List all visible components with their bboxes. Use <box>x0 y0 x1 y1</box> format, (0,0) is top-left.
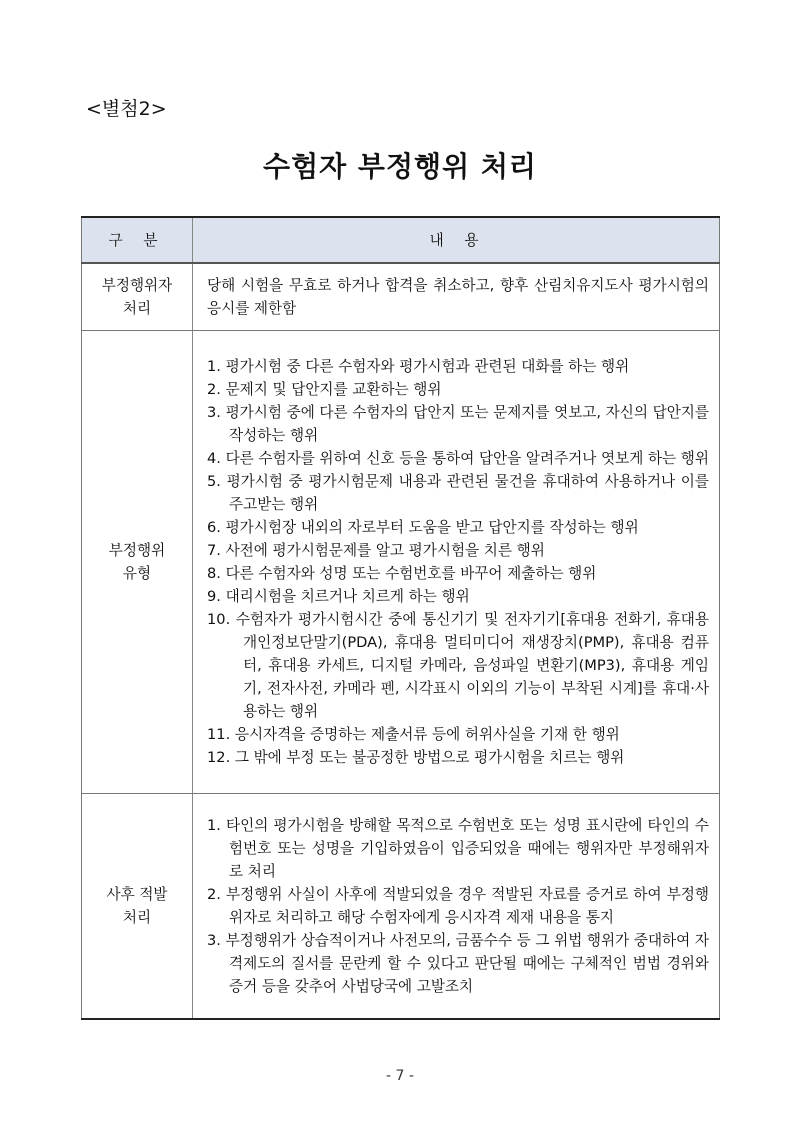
list-item: 1. 타인의 평가시험을 방해할 목적으로 수험번호 또는 성명 표시란에 타인의 수험번호 또는 성명을 기입하였음이 입증되었을 때에는 행위자만 부정해위자로 처리 <box>207 817 709 880</box>
misconduct-type-list <box>207 355 709 769</box>
misconduct-table <box>81 216 720 1020</box>
attachment-label: <별첨2> <box>86 98 167 120</box>
table-row <box>82 794 720 1020</box>
page-title: 수험자 부정행위 처리 <box>263 150 537 183</box>
row-content <box>193 331 720 794</box>
page-number: - 7 - <box>386 1068 414 1084</box>
row-label-line: 사후 적발 <box>106 886 168 903</box>
row-label-line: 처리 <box>122 909 152 926</box>
header-content: 내 용 <box>193 217 720 263</box>
list-item: 2. 부정행위 사실이 사후에 적발되었을 경우 적발된 자료를 증거로 하여 부정행위자로 처리하고 해당 수험자에게 응시자격 제재 내용을 통지 <box>207 886 709 926</box>
table-row <box>82 331 720 794</box>
row-label-line: 유형 <box>122 565 152 582</box>
list-item: 9. 대리시험을 치르거나 치르게 하는 행위 <box>207 588 470 605</box>
post-detection-list <box>207 814 709 998</box>
list-item: 11. 응시자격을 증명하는 제출서류 등에 허위사실을 기재 한 행위 <box>207 726 620 743</box>
list-item: 6. 평가시험장 내외의 자로부터 도움을 받고 답안지를 작성하는 행위 <box>207 519 639 536</box>
list-item: 3. 부정행위가 상습적이거나 사전모의, 금품수수 등 그 위법 행위가 중대하여 자격제도의 질서를 문란케 할 수 있다고 판단될 때에는 구체적인 범법 경위와 증거 등을 갖추어 사법당국에 고발조치 <box>207 932 709 995</box>
row-label <box>82 794 193 1020</box>
row-content <box>193 794 720 1020</box>
header-category: 구 분 <box>82 217 193 263</box>
row-label-line: 처리 <box>122 300 152 317</box>
list-item: 10. 수험자가 평가시험시간 중에 통신기기 및 전자기기[휴대용 전화기, 휴대용 개인정보단말기(PDA), 휴대용 멀티미디어 재생장치(PMP), 휴대용 컴퓨터, 휴대용 카세트, 디지털 카메라, 음성파일 변환기(MP3), 휴대용 게임기, 전자사전, 카메라 펜, 시각표시 이외의 기능이 부착된 시계]를 휴대·사용하는 행위 <box>207 611 709 720</box>
list-item: 5. 평가시험 중 평가시험문제 내용과 관련된 물건을 휴대하여 사용하거나 이를 주고받는 행위 <box>207 473 709 513</box>
row-content: 당해 시험을 무효로 하거나 합격을 취소하고, 향후 산림치유지도사 평가시험의 응시를 제한함 <box>193 263 720 331</box>
list-item: 8. 다른 수험자와 성명 또는 수험번호를 바꾸어 제출하는 행위 <box>207 565 597 582</box>
row-label-line: 부정행위 <box>108 542 166 559</box>
list-item: 3. 평가시험 중에 다른 수험자의 답안지 또는 문제지를 엿보고, 자신의 답안지를 작성하는 행위 <box>207 404 709 444</box>
list-item: 7. 사전에 평가시험문제를 알고 평가시험을 치른 행위 <box>207 542 545 559</box>
list-item: 1. 평가시험 중 다른 수험자와 평가시험과 관련된 대화를 하는 행위 <box>207 358 630 375</box>
row-label <box>82 263 193 331</box>
row-label-line: 부정행위자 <box>101 277 173 294</box>
list-item: 2. 문제지 및 답안지를 교환하는 행위 <box>207 381 442 398</box>
list-item: 4. 다른 수험자를 위하여 신호 등을 통하여 답안을 알려주거나 엿보게 하는 행위 <box>207 450 709 467</box>
table-header-row <box>82 217 720 263</box>
table-row <box>82 263 720 331</box>
row-label <box>82 331 193 794</box>
list-item: 12. 그 밖에 부정 또는 불공정한 방법으로 평가시험을 치르는 행위 <box>207 749 625 766</box>
